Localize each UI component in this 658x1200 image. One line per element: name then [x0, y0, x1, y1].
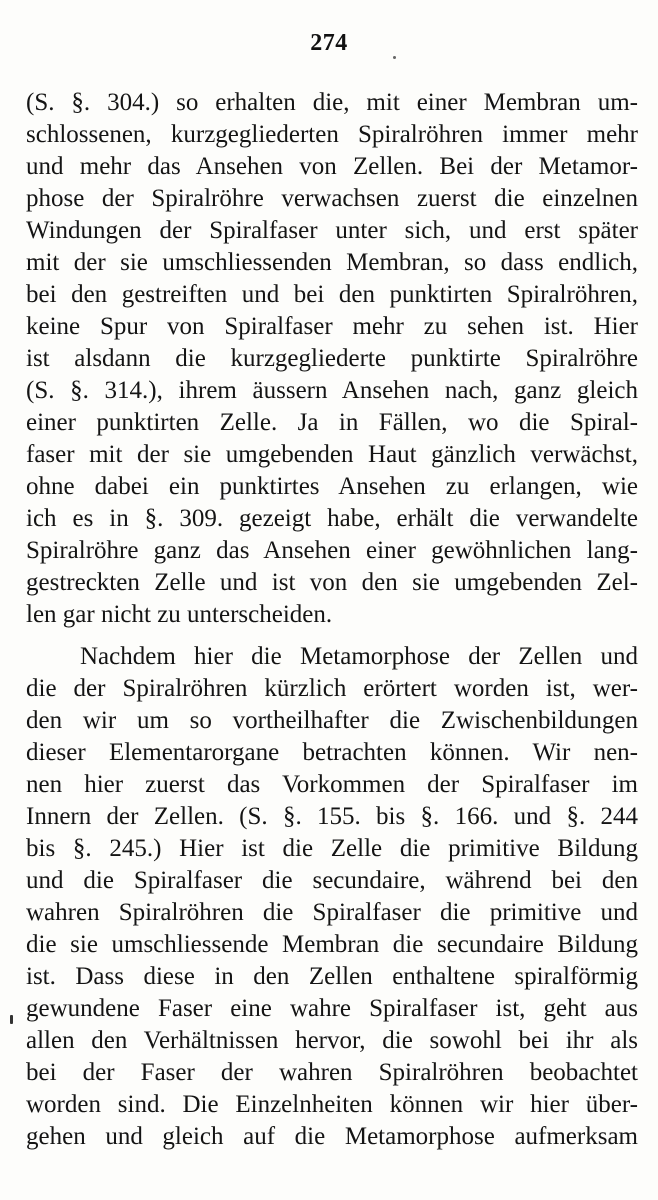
text-line: einer punktirten Zelle. Ja in Fällen, wo die Spiral-	[26, 409, 638, 436]
text-line: allen den Verhältnissen hervor, die sowohl bei ihr als	[26, 1027, 638, 1054]
text-line: bei den gestreiften und bei den punktirten Spiralröhren,	[26, 281, 638, 308]
text-line: nen hier zuerst das Vorkommen der Spiralfaser im	[26, 771, 638, 798]
text-line: die der Spiralröhren kürzlich erörtert worden ist, wer-	[26, 675, 638, 702]
text-line: gewundene Faser eine wahre Spiralfaser ist, geht aus	[26, 995, 638, 1022]
text-line: schlossenen, kurzgegliederten Spiralröhren immer mehr	[26, 121, 638, 148]
text-line: bei der Faser der wahren Spiralröhren beobachtet	[26, 1059, 638, 1086]
text-line: phose der Spiralröhre verwachsen zuerst die einzelnen	[26, 185, 638, 212]
text-line: und die Spiralfaser die secundaire, während bei den	[26, 867, 638, 894]
text-line: ich es in §. 309. gezeigt habe, erhält die verwandelte	[26, 505, 638, 532]
text-line: len gar nicht zu unterscheiden.	[26, 601, 333, 628]
text-line: (S. §. 304.) so erhalten die, mit einer Membran um-	[26, 89, 638, 116]
text-line: die sie umschliessende Membran die secundaire Bildung	[26, 931, 638, 958]
text-line: Innern der Zellen. (S. §. 155. bis §. 166. und §. 244	[26, 803, 638, 830]
page-number: 274	[310, 30, 348, 56]
text-line: ist. Dass diese in den Zellen enthaltene spiralförmig	[26, 963, 638, 990]
text-line: den wir um so vortheilhafter die Zwischenbildungen	[26, 707, 638, 734]
text-line: gestreckten Zelle und ist von den sie umgebenden Zel-	[26, 569, 638, 596]
text-line: bis §. 245.) Hier ist die Zelle die primitive Bildung	[26, 835, 638, 862]
text-line: (S. §. 314.), ihrem äussern Ansehen nach, ganz gleich	[26, 377, 638, 404]
text-line: Spiralröhre ganz das Ansehen einer gewöhnlichen lang-	[26, 537, 638, 564]
text-line: ohne dabei ein punktirtes Ansehen zu erlangen, wie	[26, 473, 638, 500]
text-line: Windungen der Spiralfaser unter sich, und erst später	[26, 217, 638, 244]
text-line: gehen und gleich auf die Metamorphose aufmerksam	[26, 1123, 638, 1150]
text-line: und mehr das Ansehen von Zellen. Bei der Metamor-	[26, 153, 638, 180]
text-line: faser mit der sie umgebenden Haut gänzlich verwächst,	[26, 441, 638, 468]
text-line: ist alsdann die kurzgegliederte punktirte Spiralröhre	[26, 345, 638, 372]
text-line: worden sind. Die Einzelnheiten können wir hier über-	[26, 1091, 638, 1118]
text-line: mit der sie umschliessenden Membran, so dass endlich,	[26, 249, 638, 276]
text-line: keine Spur von Spiralfaser mehr zu sehen ist. Hier	[26, 313, 638, 340]
paragraph-first-line: Nachdem hier die Metamorphose der Zellen und	[80, 643, 638, 670]
text-line: wahren Spiralröhren die Spiralfaser die primitive und	[26, 899, 638, 926]
text-line: dieser Elementarorgane betrachten können. Wir nen-	[26, 739, 638, 766]
